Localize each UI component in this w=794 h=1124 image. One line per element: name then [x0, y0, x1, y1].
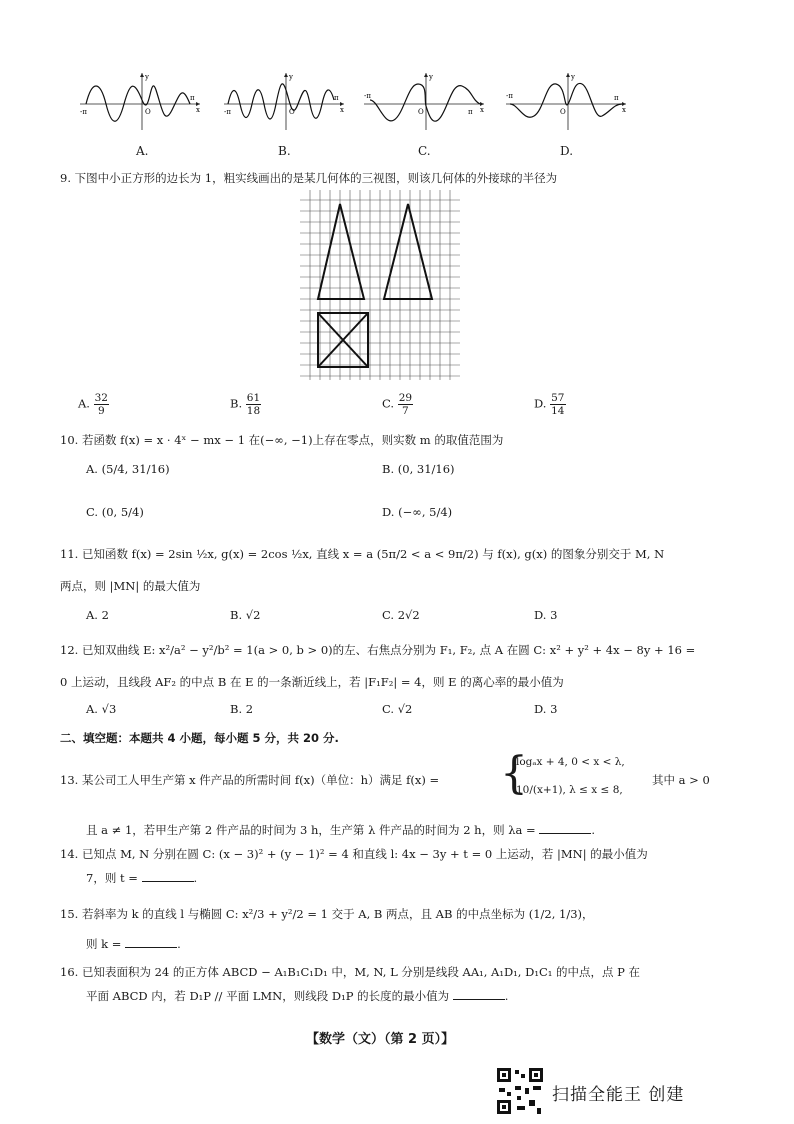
graph-b — [222, 70, 347, 132]
q11-option-a: A. 2 — [86, 608, 109, 622]
q13-answer-blank[interactable] — [539, 823, 591, 834]
x-axis-label: x — [196, 106, 200, 114]
pi-label: π — [190, 94, 195, 102]
q10-stem: 10. 若函数 f(x) = x · 4ˣ − mx − 1 在(−∞, −1)上存在零点，则实数 m 的取值范围为 — [60, 433, 504, 447]
three-view-grid — [300, 190, 460, 380]
origin-label: O — [418, 108, 424, 116]
q9-option-c: C. $\frac{29}{7}$ — [382, 392, 413, 417]
x-axis-label: x — [622, 106, 626, 114]
q11-line2: 两点，则 |MN| 的最大值为 — [60, 579, 201, 593]
q15-line2: 则 k = . — [86, 937, 181, 951]
origin-label: O — [560, 108, 566, 116]
q11-line1: 11. 已知函数 f(x) = 2sin ½x, g(x) = 2cos ½x, 直线 x = a (5π/2 < a < 9π/2) 与 f(x), g(x) 的图象分别交于 M, N — [60, 547, 665, 561]
q16-line1: 16. 已知表面积为 24 的正方体 ABCD − A₁B₁C₁D₁ 中，M, N, L 分别是线段 AA₁, A₁D₁, D₁C₁ 的中点，点 P 在 — [60, 965, 641, 979]
pi-label: π — [614, 94, 619, 102]
q13-line1: 13. 某公司工人甲生产第 x 件产品的所需时间 f(x)（单位：h）满足 f(x) = — [60, 773, 440, 787]
graph-option-b: B. — [278, 144, 291, 158]
q9-option-b: B. $\frac{61}{18}$ — [230, 392, 261, 417]
scanner-watermark: 扫描全能王 创建 — [552, 1085, 685, 1105]
q13-tail: 其中 a > 0 — [652, 773, 710, 787]
section-fill-in-title: 二、填空题：本题共 4 小题，每小题 5 分，共 20 分. — [60, 731, 339, 745]
page-footer: 【数学（文）（第 2 页）】 — [306, 1032, 455, 1047]
q14-line2: 7，则 t = . — [86, 871, 198, 885]
q13-line2: 且 a ≠ 1，若甲生产第 2 件产品的时间为 3 h，生产第 λ 件产品的时间为 2 h，则 λa = . — [86, 823, 595, 837]
q16-answer-blank[interactable] — [453, 989, 505, 1000]
graph-option-d: D. — [560, 144, 574, 158]
q12-option-d: D. 3 — [534, 702, 558, 716]
origin-label: O — [289, 108, 295, 116]
q11-option-c: C. 2√2 — [382, 608, 420, 622]
y-axis-label: y — [145, 73, 149, 81]
q10-option-a: A. (5/4, 31/16) — [86, 462, 170, 476]
q12-line2: 0 上运动，且线段 AF₂ 的中点 B 在 E 的一条渐近线上，若 |F₁F₂| = 4，则 E 的离心率的最小值为 — [60, 675, 564, 689]
q14-answer-blank[interactable] — [142, 871, 194, 882]
pi-label: π — [468, 108, 473, 116]
q11-option-d: D. 3 — [534, 608, 558, 622]
neg-pi-label: -π — [506, 92, 513, 100]
neg-pi-label: -π — [224, 108, 231, 116]
q15-line1: 15. 若斜率为 k 的直线 l 与椭圆 C: x²/3 + y²/2 = 1 交于 A, B 两点，且 AB 的中点坐标为 (1/2, 1/3)， — [60, 907, 594, 921]
pi-label: π — [334, 94, 339, 102]
graph-option-c: C. — [418, 144, 431, 158]
q12-line1: 12. 已知双曲线 E: x²/a² − y²/b² = 1(a > 0, b > 0)的左、右焦点分别为 F₁, F₂, 点 A 在圆 C: x² + y² + 4x − 8y + 16 = — [60, 643, 696, 657]
graph-d — [504, 70, 629, 132]
x-axis-label: x — [480, 106, 484, 114]
y-axis-label: y — [429, 73, 433, 81]
origin-label: O — [145, 108, 151, 116]
q12-option-a: A. √3 — [86, 702, 117, 716]
q13-case-2: 10/(x+1), λ ≤ x ≤ 8, — [516, 784, 623, 796]
y-axis-label: y — [289, 73, 293, 81]
q13-case-1: logₐx + 4, 0 < x < λ, — [516, 756, 625, 768]
q9-option-d: D. $\frac{57}{14}$ — [534, 392, 565, 417]
y-axis-label: y — [571, 73, 575, 81]
qr-code-icon — [495, 1066, 545, 1116]
graph-option-a: A. — [136, 144, 149, 158]
q9-option-a: A. $\frac{32}{9}$ — [78, 392, 108, 417]
x-axis-label: x — [340, 106, 344, 114]
q16-line2: 平面 ABCD 内，若 D₁P // 平面 LMN，则线段 D₁P 的长度的最小值为 . — [86, 989, 509, 1003]
q13-piecewise-brace: { — [500, 748, 528, 799]
q12-option-c: C. √2 — [382, 702, 413, 716]
q15-answer-blank[interactable] — [125, 937, 177, 948]
q10-option-b: B. (0, 31/16) — [382, 462, 455, 476]
q9-stem: 9. 下图中小正方形的边长为 1，粗实线画出的是某几何体的三视图，则该几何体的外接球的半径为 — [60, 171, 558, 185]
q12-option-b: B. 2 — [230, 702, 254, 716]
graph-a — [78, 70, 203, 132]
q10-option-d: D. (−∞, 5/4) — [382, 505, 453, 519]
q10-option-c: C. (0, 5/4) — [86, 505, 144, 519]
neg-pi-label: -π — [364, 92, 371, 100]
q11-option-b: B. √2 — [230, 608, 261, 622]
graph-c — [362, 70, 487, 132]
neg-pi-label: -π — [80, 108, 87, 116]
q14-line1: 14. 已知点 M, N 分别在圆 C: (x − 3)² + (y − 1)² = 4 和直线 l: 4x − 3y + t = 0 上运动，若 |MN| 的最小值为 — [60, 847, 648, 861]
